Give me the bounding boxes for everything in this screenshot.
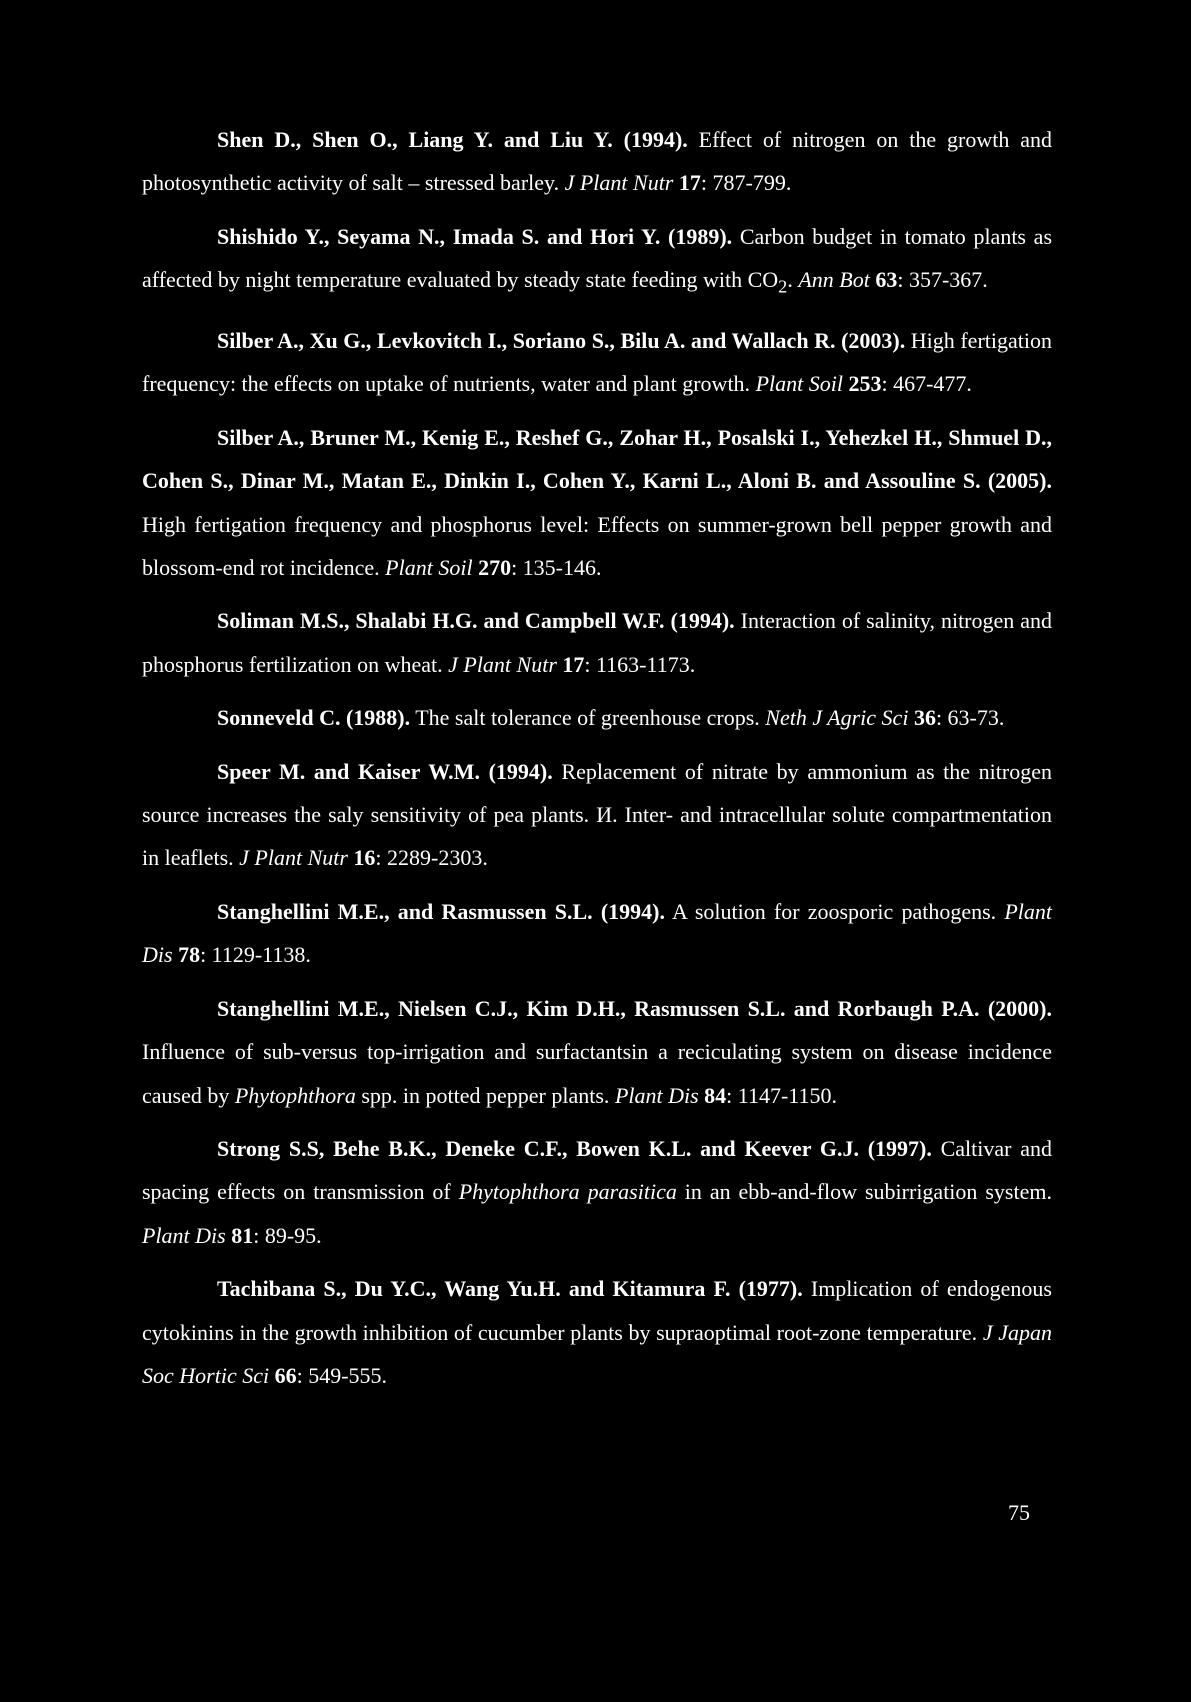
reference-title: in an ebb-and-flow subirrigation system. <box>676 1179 1052 1205</box>
reference-title: Replacement of nitrate by ammonium as the nitrogen source increases the saly sensitivity of pea plants. И. Inter- and intracellular solute compartmentation in leaflets. <box>142 758 1052 871</box>
reference-title-italic: Phytophthora <box>234 1082 356 1108</box>
reference-journal: Plant Soil <box>385 555 473 581</box>
reference-pages: : 1147-1150. <box>726 1082 837 1108</box>
reference-item <box>142 215 1052 309</box>
reference-authors: Tachibana S., Du Y.C., Wang Yu.H. and Kitamura F. (1977). <box>217 1276 803 1302</box>
reference-journal: J Plant Nutr <box>448 651 557 677</box>
reference-volume: 63 <box>869 267 898 293</box>
reference-pages: : 135-146. <box>511 555 602 581</box>
reference-title-subscript: 2 <box>778 276 788 297</box>
reference-journal: Neth J Agric Sci <box>765 705 909 731</box>
reference-authors: Sonneveld C. (1988). <box>217 705 411 731</box>
reference-authors: Silber A., Bruner M., Kenig E., Reshef G., Zohar H., Posalski I., Yehezkel H., Shmuel D., Cohen S., Dinar M., Matan E., Dinkin I., Cohen Y., Karni L., Aloni B. and Assouline S. (2005). <box>142 424 1052 494</box>
reference-journal: J Plant Nutr <box>239 845 348 871</box>
reference-journal: J Japan Soc Hortic Sci <box>142 1319 1053 1388</box>
reference-title-italic: Phytophthora parasitica <box>458 1179 677 1205</box>
reference-authors: Strong S.S, Behe B.K., Deneke C.F., Bowen K.L. and Keever G.J. (1997). <box>217 1135 932 1161</box>
page-number: 75 <box>1008 1500 1030 1525</box>
reference-volume: 270 <box>472 555 512 581</box>
reference-title: High fertigation frequency: the effects on uptake of nutrients, water and plant growth. <box>142 328 1052 397</box>
reference-item <box>142 890 1052 977</box>
reference-journal: Plant Dis <box>142 1222 226 1248</box>
reference-item <box>142 416 1052 590</box>
reference-item <box>142 987 1052 1117</box>
reference-volume: 36 <box>908 705 936 731</box>
reference-authors: Soliman M.S., Shalabi H.G. and Campbell W.F. (1994). <box>217 608 735 634</box>
reference-journal: Plant Dis <box>142 898 1052 968</box>
reference-title: High fertigation frequency and phosphorus level: Effects on summer-grown bell pepper growth and blossom-end rot incidence. <box>142 511 1052 581</box>
reference-item <box>142 599 1052 686</box>
reference-item <box>142 1127 1052 1257</box>
reference-item <box>142 696 1052 739</box>
reference-volume: 17 <box>673 170 701 196</box>
reference-volume: 16 <box>347 845 376 871</box>
reference-title: Influence of sub-versus top-irrigation and surfactantsin a reciculating system on disease incidence caused by <box>142 1039 1052 1108</box>
reference-title: Carbon budget in tomato plants as affected by night temperature evaluated by steady state feeding with CO <box>142 223 1053 293</box>
reference-title: The salt tolerance of greenhouse crops. <box>410 705 766 731</box>
reference-title: A solution for zoosporic pathogens. <box>665 898 1005 924</box>
reference-pages: : 1129-1138. <box>200 942 311 968</box>
reference-list <box>142 118 1052 1407</box>
reference-pages: : 357-367. <box>897 267 988 293</box>
reference-authors: Shen D., Shen O., Liang Y. and Liu Y. (1994). <box>217 127 688 152</box>
reference-title: Caltivar and spacing effects on transmission of <box>142 1135 1052 1205</box>
reference-pages: : 787-799. <box>700 170 792 196</box>
reference-authors: Silber A., Xu G., Levkovitch I., Soriano S., Bilu A. and Wallach R. (2003). <box>217 328 906 354</box>
reference-title: . <box>787 267 799 293</box>
reference-authors: Speer M. and Kaiser W.M. (1994). <box>217 758 553 784</box>
reference-journal: Plant Dis <box>614 1082 699 1108</box>
reference-pages: : 549-555. <box>296 1362 388 1388</box>
reference-item <box>142 118 1052 205</box>
reference-authors: Stanghellini M.E., Nielsen C.J., Kim D.H., Rasmussen S.L. and Rorbaugh P.A. (2000). <box>217 995 1052 1021</box>
reference-pages: : 89-95. <box>253 1222 322 1248</box>
reference-volume: 78 <box>172 942 201 968</box>
reference-item <box>142 319 1052 406</box>
reference-title: spp. in potted pepper plants. <box>355 1082 615 1108</box>
reference-pages: : 1163-1173. <box>584 651 696 677</box>
reference-volume: 84 <box>698 1082 727 1108</box>
reference-pages: : 467-477. <box>881 371 972 397</box>
reference-item <box>142 1267 1052 1397</box>
reference-volume: 81 <box>225 1222 254 1248</box>
reference-authors: Stanghellini M.E., and Rasmussen S.L. (1994). <box>217 898 665 924</box>
reference-item <box>142 750 1052 880</box>
reference-journal: Ann Bot <box>798 267 870 293</box>
reference-title: Implication of endogenous cytokinins in the growth inhibition of cucumber plants by supraoptimal root-zone temperature. <box>142 1276 1052 1345</box>
reference-volume: 17 <box>556 651 585 677</box>
reference-volume: 253 <box>842 371 882 397</box>
reference-pages: : 2289-2303. <box>375 845 488 871</box>
reference-pages: : 63-73. <box>935 705 1005 731</box>
reference-journal: J Plant Nutr <box>564 170 674 196</box>
reference-journal: Plant Soil <box>755 371 843 397</box>
reference-title: Interaction of salinity, nitrogen and phosphorus fertilization on wheat. <box>142 608 1052 677</box>
reference-title: Effect of nitrogen on the growth and photosynthetic activity of salt – stressed barley. <box>142 127 1052 196</box>
reference-volume: 66 <box>269 1362 297 1388</box>
reference-authors: Shishido Y., Seyama N., Imada S. and Hori Y. (1989). <box>217 223 733 249</box>
